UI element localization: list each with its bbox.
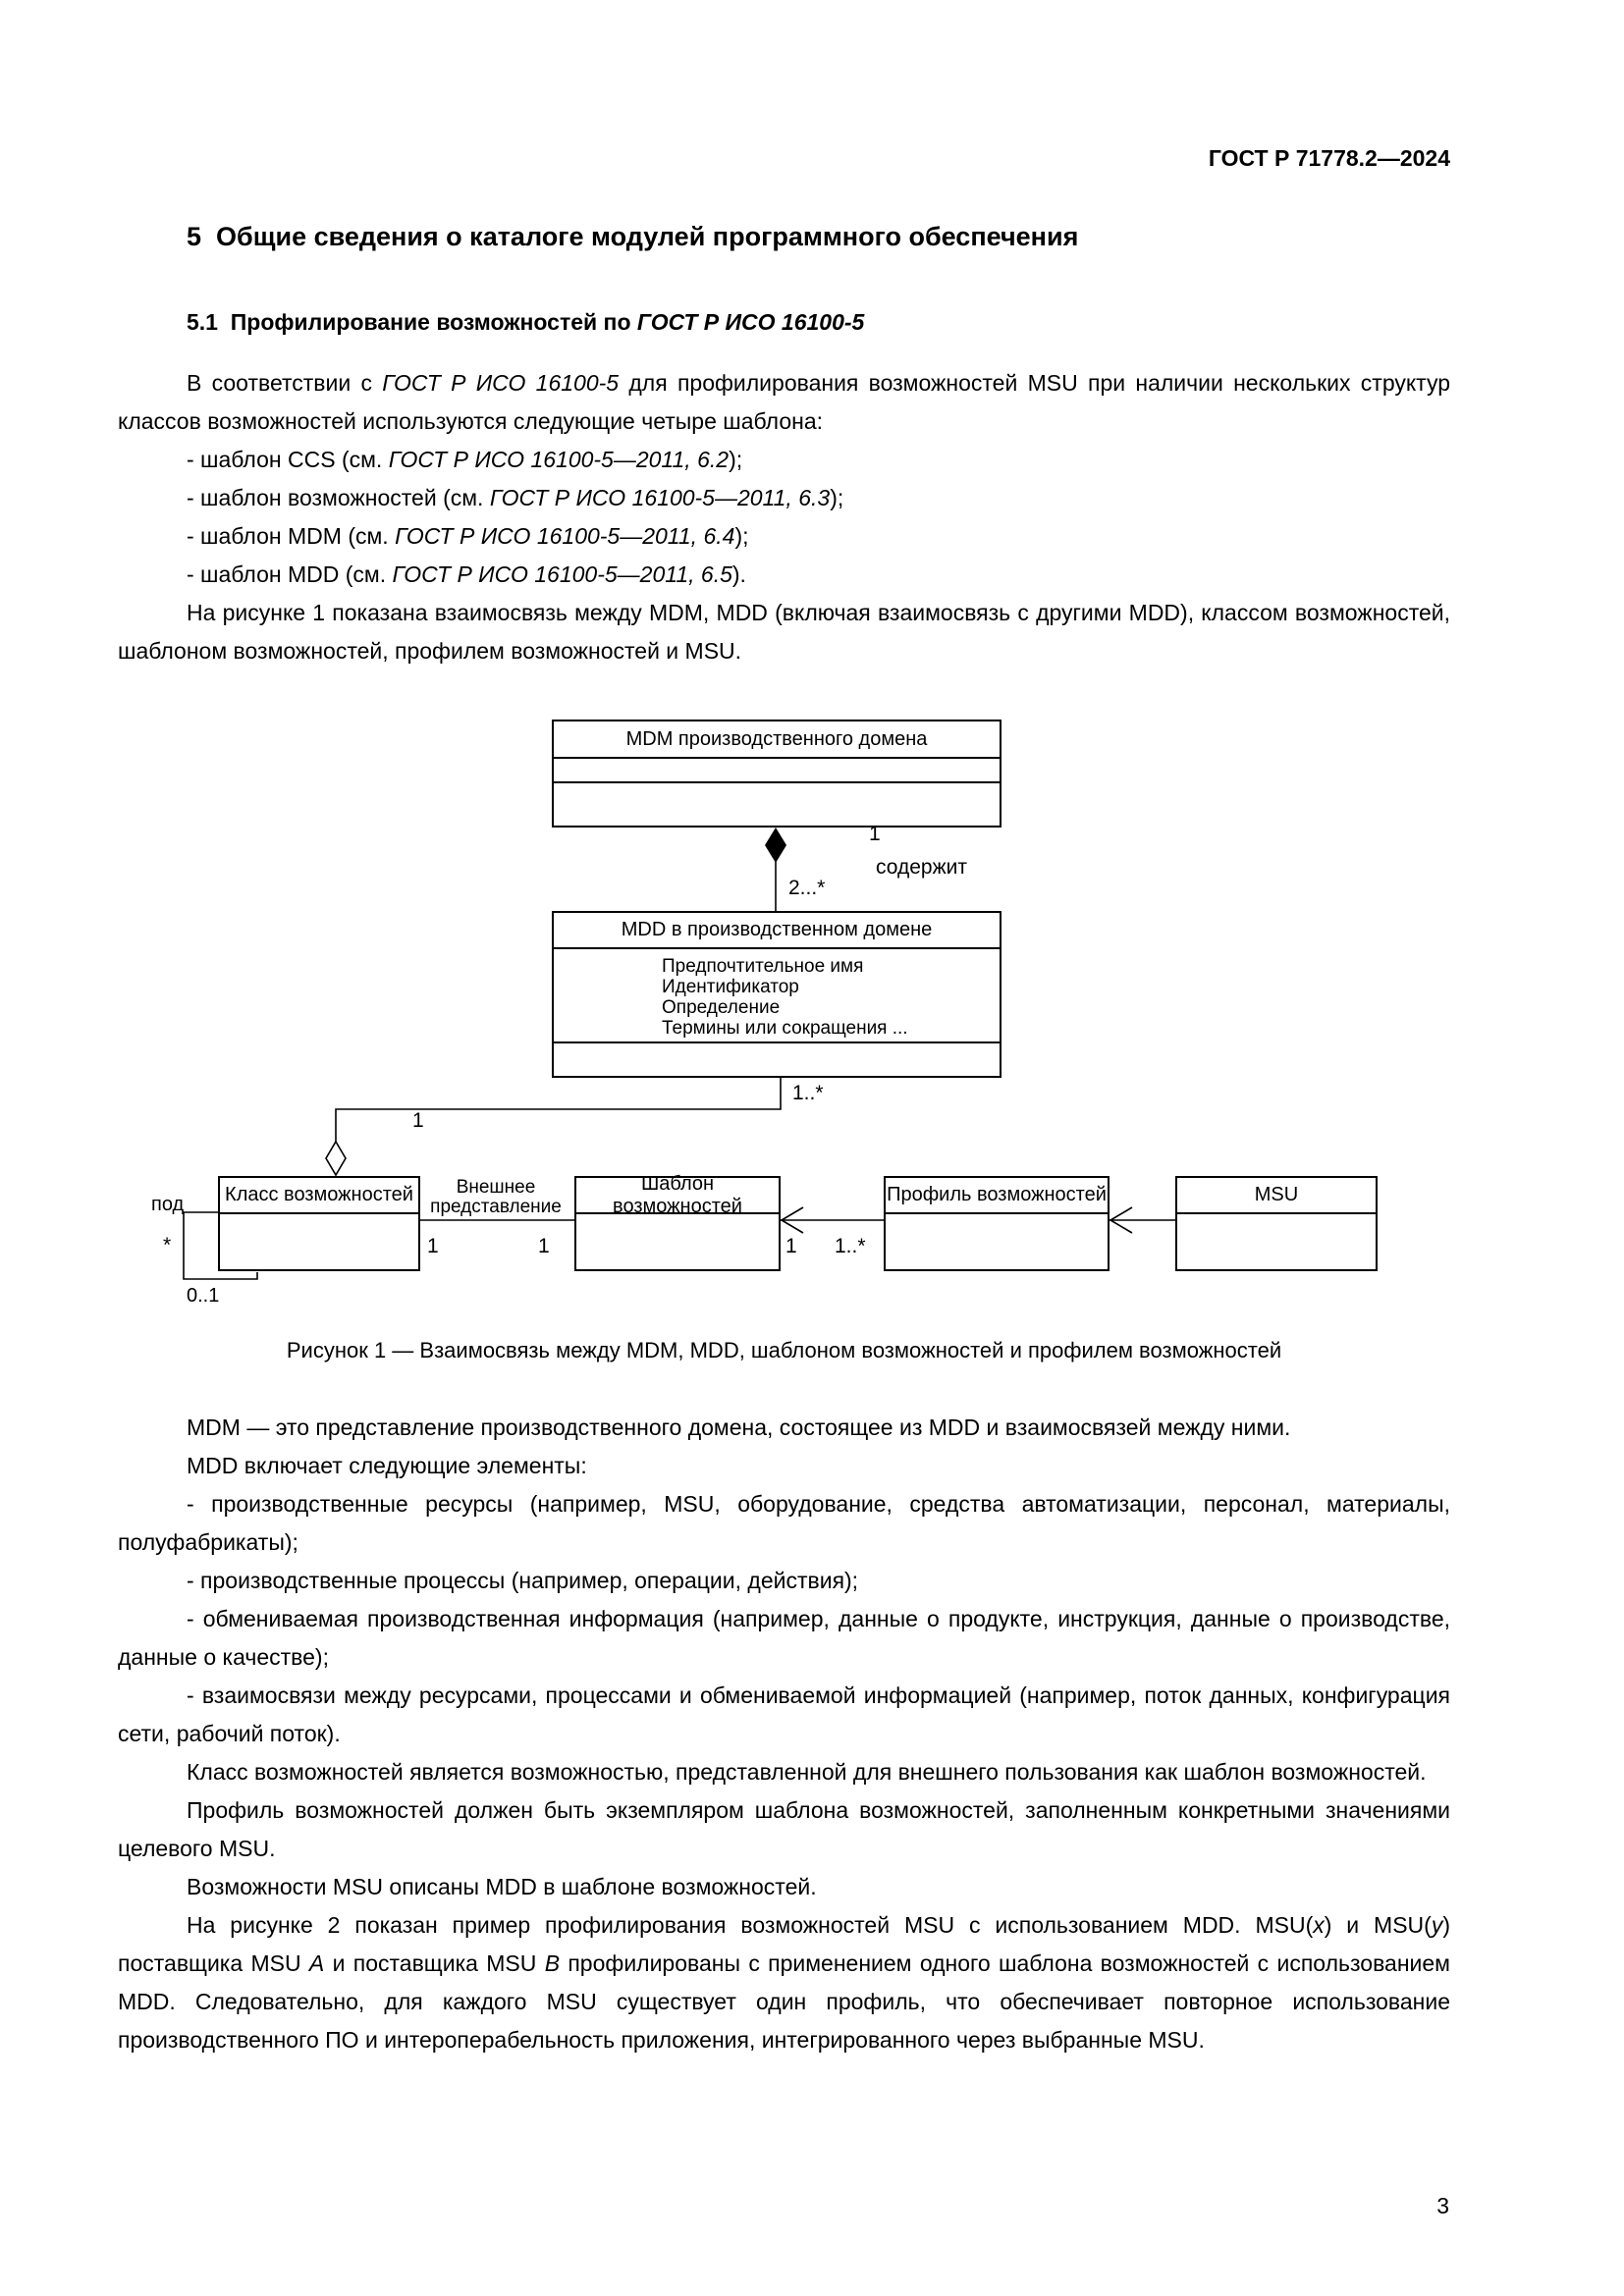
multiplicity-label: 1 bbox=[412, 1109, 424, 1132]
mdd-attribute: Термины или сокращения ... bbox=[662, 1018, 908, 1039]
page-number: 3 bbox=[1436, 2193, 1449, 2218]
aggregation-diamond-icon bbox=[326, 1142, 346, 1175]
document-code: ГОСТ Р 71778.2—2024 bbox=[1208, 145, 1450, 171]
capability-profile-compartment bbox=[886, 1214, 1108, 1269]
paragraph: В соответствии с ГОСТ Р ИСО 16100-5 для профилирования возможностей MSU при наличии нескольких структур классов возможностей используются следующие четыре шаблона: bbox=[118, 370, 1450, 434]
mdd-attribute: Определение bbox=[662, 997, 781, 1018]
mdd-box bbox=[552, 911, 1001, 1078]
capability-profile-title: Профиль возможностей bbox=[886, 1178, 1108, 1214]
list-item: - обмениваемая производственная информация (например, данные о продукте, инструкция, данные о производстве, данные о качестве); bbox=[118, 1606, 1450, 1670]
aggregation-line bbox=[336, 1078, 781, 1143]
paragraph: Профиль возможностей должен быть экземпляром шаблона возможностей, заполненным конкретными значениями целевого MSU. bbox=[118, 1797, 1450, 1861]
mdm-box-title: MDM производственного домена bbox=[554, 721, 1000, 759]
paragraph: Возможности MSU описаны MDD в шаблоне возможностей. bbox=[187, 1874, 817, 1899]
capability-class-compartment bbox=[220, 1214, 418, 1269]
multiplicity-label: 2...* bbox=[788, 877, 826, 899]
multiplicity-label: 1 bbox=[538, 1235, 550, 1257]
paragraph: На рисунке 1 показана взаимосвязь между MDM, MDD (включая взаимосвязь с другими MDD), классом возможностей, шаблоном возможностей, профилем возможностей и MSU. bbox=[118, 600, 1450, 664]
page-content bbox=[118, 0, 1450, 2059]
list-item: - шаблон MDM (см. ГОСТ Р ИСО 16100-5—2011, 6.4); bbox=[187, 523, 749, 549]
multiplicity-label: 1 bbox=[869, 823, 881, 845]
mdm-box-compartment bbox=[554, 783, 1000, 826]
mdd-box-compartment bbox=[554, 1043, 1000, 1076]
section-heading: 5 Общие сведения о каталоге модулей программного обеспечения bbox=[187, 222, 1079, 251]
multiplicity-label: 0..1 bbox=[187, 1285, 220, 1307]
paragraph: Класс возможностей является возможностью, представленной для внешнего пользования как шаблон возможностей. bbox=[187, 1759, 1427, 1785]
multiplicity-label: 1..* bbox=[835, 1235, 866, 1257]
capability-class-title: Класс возможностей bbox=[220, 1178, 418, 1214]
msu-box-compartment bbox=[1177, 1214, 1376, 1269]
list-item: - производственные ресурсы (например, MSU, оборудование, средства автоматизации, персонал, материалы, полуфабрикаты); bbox=[118, 1491, 1450, 1555]
mdd-attribute: Предпочтительное имя bbox=[662, 956, 864, 977]
capability-profile-box bbox=[884, 1176, 1110, 1271]
mdd-box-attributes bbox=[554, 949, 1000, 1043]
paragraph: MDM — это представление производственного домена, состоящее из MDD и взаимосвязей между ними. bbox=[187, 1415, 1291, 1440]
capability-class-box bbox=[218, 1176, 420, 1271]
paragraph: MDD включает следующие элементы: bbox=[187, 1453, 587, 1478]
capability-template-title: Шаблон возможностей bbox=[576, 1178, 779, 1214]
role-label-external-representation: Внешнее представление bbox=[430, 1177, 562, 1217]
mdd-box-title: MDD в производственном домене bbox=[554, 913, 1000, 949]
paragraph: На рисунке 2 показан пример профилирования возможностей MSU с использованием MDD. MSU(x) и MSU(y) поставщика MSU A и поставщика MSU B профилированы с применением одного шаблона возможностей с использованием MDD. Следовательно, для каждого MSU существует один профиль, что обеспечивает повторное использование производственного ПО и интероперабельность приложения, интегрированного через выбранные MSU. bbox=[118, 1912, 1450, 2053]
multiplicity-label: 1 bbox=[427, 1235, 439, 1257]
list-item: - шаблон MDD (см. ГОСТ Р ИСО 16100-5—2011, 6.5). bbox=[187, 561, 746, 587]
mdm-box-compartment bbox=[554, 759, 1000, 783]
mdd-attribute: Идентификатор bbox=[662, 977, 799, 997]
uml-diagram-figure-1 bbox=[118, 700, 1450, 1387]
role-label-pod: под bbox=[151, 1194, 185, 1215]
mdm-box bbox=[552, 720, 1001, 828]
capability-template-compartment bbox=[576, 1214, 779, 1269]
list-item: - производственные процессы (например, операции, действия); bbox=[187, 1568, 859, 1593]
capability-template-box bbox=[574, 1172, 781, 1271]
multiplicity-label: * bbox=[163, 1234, 172, 1256]
list-item: - взаимосвязи между ресурсами, процессами и обмениваемой информацией (например, поток данных, конфигурация сети, рабочий поток). bbox=[118, 1682, 1450, 1746]
msu-box-title: MSU bbox=[1177, 1178, 1376, 1214]
list-item: - шаблон CCS (см. ГОСТ Р ИСО 16100-5—2011, 6.2); bbox=[187, 447, 743, 472]
multiplicity-label: 1..* bbox=[792, 1082, 824, 1104]
role-label-contains: содержит bbox=[876, 856, 967, 879]
msu-box bbox=[1175, 1176, 1378, 1271]
subsection-heading: 5.1 Профилирование возможностей по ГОСТ Р ИСО 16100-5 bbox=[187, 309, 865, 335]
composition-diamond-icon bbox=[765, 828, 786, 863]
list-item: - шаблон возможностей (см. ГОСТ Р ИСО 16100-5—2011, 6.3); bbox=[187, 485, 844, 510]
figure-caption: Рисунок 1 — Взаимосвязь между MDM, MDD, шаблоном возможностей и профилем возможностей bbox=[286, 1338, 1282, 1362]
multiplicity-label: 1 bbox=[785, 1235, 797, 1257]
